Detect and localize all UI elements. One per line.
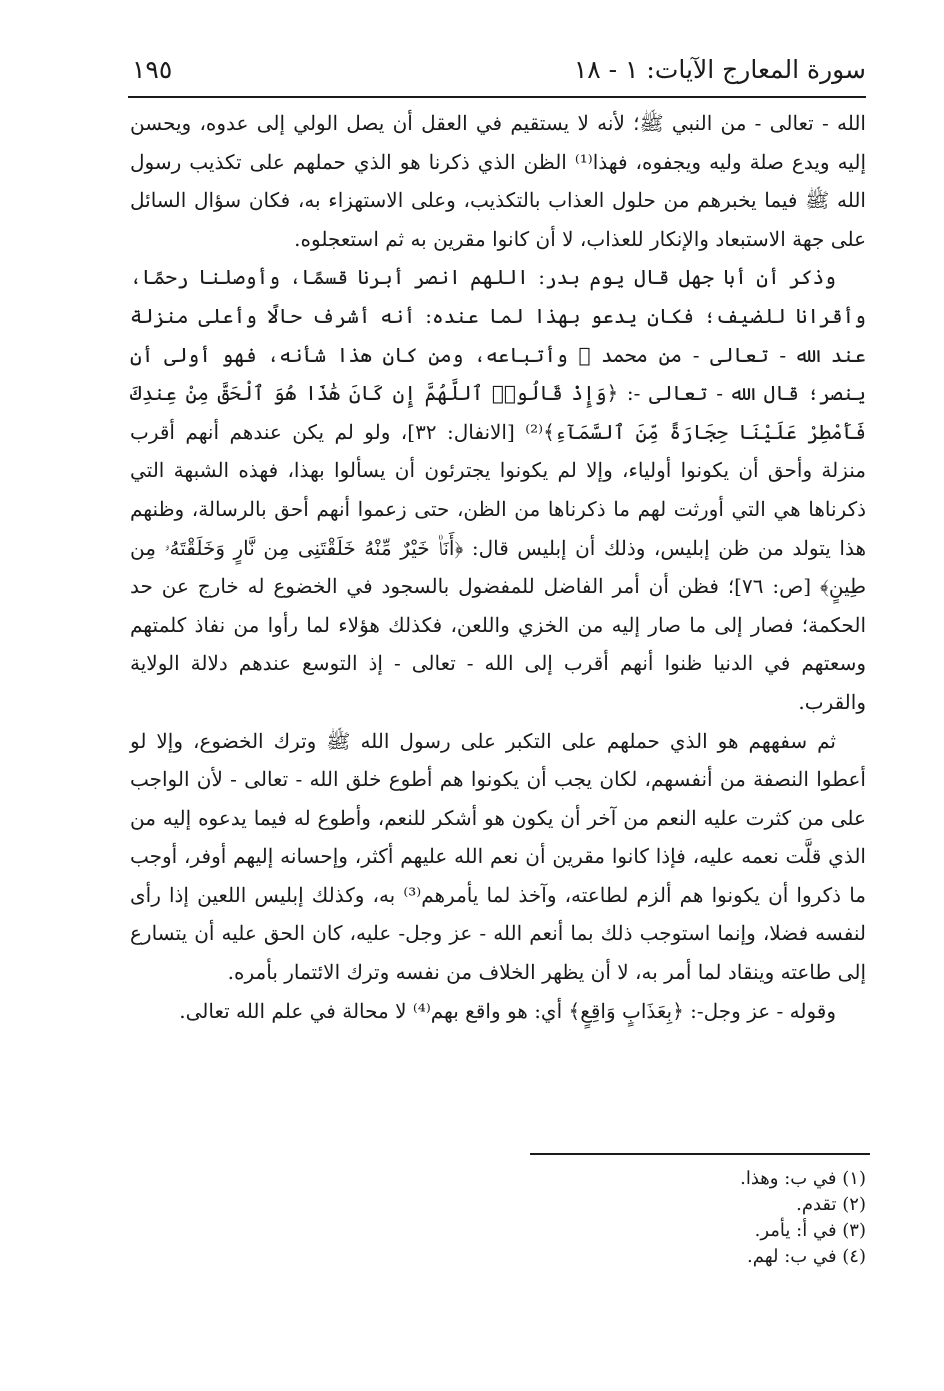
main-text <box>130 104 866 1030</box>
paragraph-3: ثم سفههم هو الذي حملهم على التكبر على رسول الله ﷺ وترك الخضوع، وإلا لو أعطوا النصفة من أنفسهم، لكان يجب أن يكونوا هم أطوع خلق الله - تعالى - لأن الواجب على من كثرت عليه النعم من آخر أن يكون هو أشكر للنعم، وأطوع له فيما يدعوه إليه من الذي قلَّت نعمه عليه، فإذا كانوا مقرين أن نعم الله عليهم أكثر، وإحسانه إليهم أوفر، أوجب ما ذكروا أن يكونوا هم ألزم لطاعته، وآخذ لما يأمرهم⁽³⁾ به، وكذلك إبليس اللعين إذا رأى لنفسه فضلا، وإنما استوجب ذلك بما أنعم الله - عز وجل- عليه، كان الحق عليه أن يتسارع إلى طاعته وينقاد لما أمر به، لا أن يظهر الخلاف من نفسه وترك الائتمار بأمره. <box>130 728 866 985</box>
footnote-4: (٤) في ب: لهم. <box>747 1246 866 1267</box>
paragraph-4: وقوله - عز وجل-: ﴿بِعَذَابٍ وَاقِعٍ﴾ أي: هو واقع بهم⁽⁴⁾ لا محالة في علم الله تعالى. <box>179 998 836 1023</box>
footnote-divider <box>530 1153 870 1155</box>
footnotes <box>400 1166 866 1270</box>
paragraph-1: الله - تعالى - من النبي ﷺ؛ لأنه لا يستقيم في العقل أن يصل الولي إلى عدوه، ويحسن إليه ويدع صلة وليه ويجفوه، فهذا⁽¹⁾ الظن الذي ذكرنا هو الذي حملهم على تكذيب رسول الله ﷺ فيما يخبرهم من حلول العذاب بالتكذيب، وعلى الاستهزاء به، فكان سؤال السائل على جهة الاستبعاد والإنكار للعذاب، لا أن كانوا مقرين به ثم استعجلوه. <box>130 111 866 251</box>
header-divider <box>128 96 866 98</box>
page-number: ١٩٥ <box>132 55 173 84</box>
footnote-3: (٣) في أ: يأمر. <box>754 1220 866 1241</box>
header-title: سورة المعارج الآيات: ١ - ١٨ <box>573 55 866 84</box>
paragraph-2: وذكر أن أبا جهل قال يوم بدر: اللهم انصر أبرنا قسمًا، وأوصلنا رحمًا، وأقرانا للضيف؛ فكان يدعو بهذا لما عنده: أنه أشرف حالًا وأعلى منزلة عند الله - تعالى - من محمد ﷺ وأتباعه، ومن كان هذا شأنه، فهو أولى أن ينصر؛ قال الله - تعالى -: ﴿وَإِذْ قَالُوا۟ ٱللَّهُمَّ إِن كَانَ هَٰذَا هُوَ ٱلْحَقَّ مِنْ عِندِكَ فَأَمْطِرْ عَلَيْنَا حِجَارَةً مِّنَ ٱلسَّمَآءِ﴾⁽²⁾ [الانفال: ٣٢]، ولو لم يكن عندهم أنهم أقرب منزلة وأحق أن يكونوا أولياء، وإلا لم يكونوا يجترئون أن يسألوا بهذا، فهذه الشبهة التي ذكرناها هي التي أورثت لهم ما ذكرناها من الظن، حتى زعموا أنهم أحق بالرسالة، وظنهم هذا يتولد من ظن إبليس، وذلك أن إبليس قال: ﴿أَنَا۠ خَيْرٌ مِّنْهُ خَلَقْتَنِى مِن نَّارٍ وَخَلَقْتَهُۥ مِن طِينٍ﴾ [ص: ٧٦]؛ فظن أن أمر الفاضل للمفضول بالسجود في الخضوع له خارج عن حد الحكمة؛ فصار إلى ما صار إليه من الخزي واللعن، فكذلك هؤلاء لما رأوا من نفاذ كلمتهم وسعتهم في الدنيا ظنوا أنهم أقرب إلى الله - تعالى - إذ التوسع عندهم دلالة الولاية والقرب. <box>130 265 866 714</box>
footnote-1: (١) في ب: وهذا. <box>740 1168 866 1189</box>
footnote-2: (٢) تقدم. <box>796 1194 866 1215</box>
running-header <box>128 52 866 92</box>
